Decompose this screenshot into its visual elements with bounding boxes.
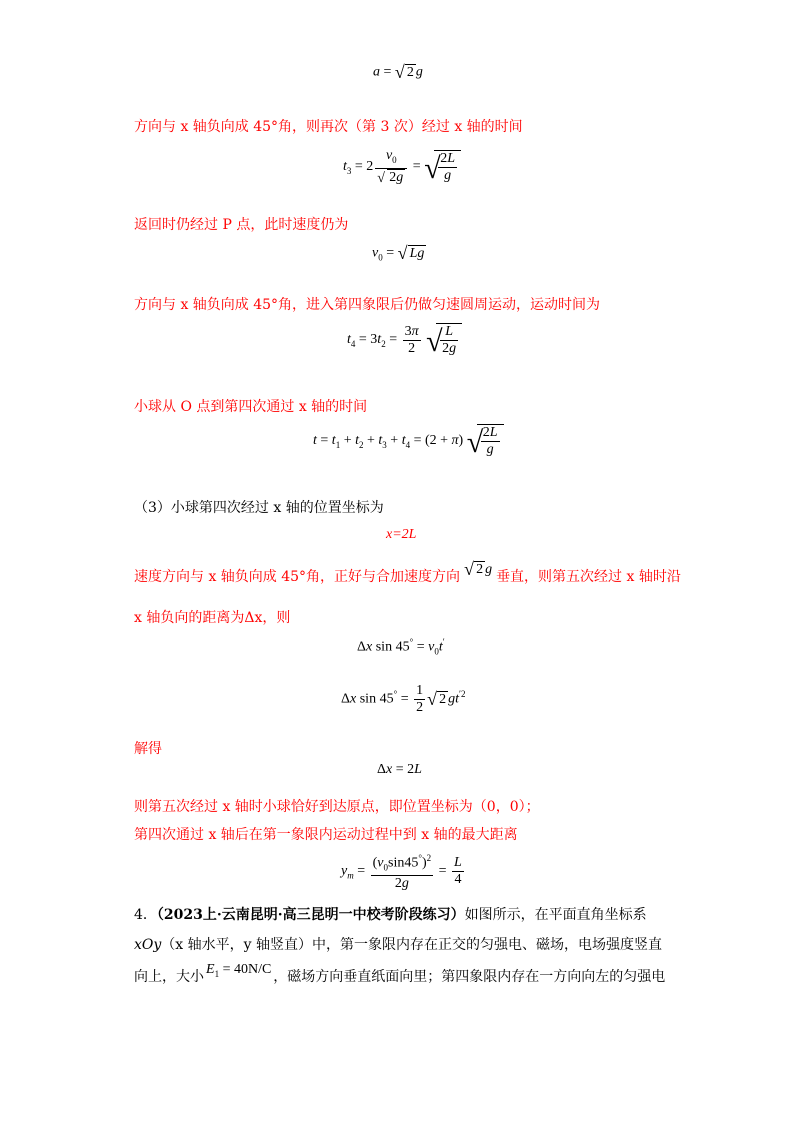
equation-t4: $t_4 = 3t_2$ = $\frac{3\pi}{2}$ √ $\frac{L}{2g}$ [347,323,462,357]
sub-question-3: （3）小球第四次经过 x 轴的位置坐标为 [134,500,384,516]
question-source: （2023上·云南昆明·高三昆明一中校考阶段练习） [156,907,465,923]
solution-paragraph: 解得 [134,741,162,757]
solution-paragraph: 第四次通过 x 轴后在第一象限内运动过程中到 x 轴的最大距离 [134,827,518,843]
solution-paragraph: 速度方向与 x 轴负向成 45°角，正好与合加速度方向 √ 2 g 垂直，则第五次经过 x 轴时沿 [134,559,681,585]
equation-dx-2: Δx sin 45° = $\frac{1}{2}$ √ 2 $gt^{'2}$ [341,683,466,715]
inline-equation-E1: $E_1 = 40N/C$ [206,962,272,979]
equation-total-time: $t = t_1 + t_2 + t_3 + t_4 = (2 + \pi)$ √ $\frac{2L}{g}$ [313,424,504,458]
equation-x-position: x=2L [386,527,417,542]
equation-acceleration: a = √ 2 g [373,62,423,82]
equation-v0: $v_0$ = √ Lg [372,243,425,263]
inline-equation-sqrt2g: √ 2 g [464,559,493,580]
question-4-line-2: xOy（x 轴水平，y 轴竖直）中，第一象限内存在正交的匀强电、磁场，电场强度竖直 [134,937,662,953]
question-4-line-1: 4．（2023上·云南昆明·高三昆明一中校考阶段练习）如图所示，在平面直角坐标系 [134,907,647,923]
solution-paragraph: 则第五次经过 x 轴时小球恰好到达原点，即位置坐标为（0，0）； [134,799,540,815]
solution-paragraph: 方向与 x 轴负向成 45°角，进入第四象限后仍做匀速圆周运动，运动时间为 [134,297,601,313]
solution-paragraph: x 轴负向的距离为Δx，则 [134,610,291,626]
equation-ym: $y_m$ = $\frac{(v_0\sin 45^\circ)^2}{2g}$ = $\frac{L}{4}$ [341,850,466,892]
solution-paragraph: 方向与 x 轴负向成 45°角，则再次（第 3 次）经过 x 轴的时间 [134,119,523,135]
equation-dx-1: Δx $\sin 45^\circ = v_0t'$ [357,637,445,657]
equation-t3: $t_3 = 2$ $v_0$ √ 2g = √ $\frac{2L}{g}$ [343,148,461,186]
equation-dx-result: Δx = 2L [377,762,422,777]
solution-paragraph: 小球从 O 点到第四次通过 x 轴的时间 [134,399,368,415]
question-4-line-3: 向上，大小 $E_1 = 40N/C$ ，磁场方向垂直纸面向里；第四象限内存在一方向向左的匀强电 [134,962,666,985]
solution-paragraph: 返回时仍经过 P 点，此时速度仍为 [134,217,349,233]
